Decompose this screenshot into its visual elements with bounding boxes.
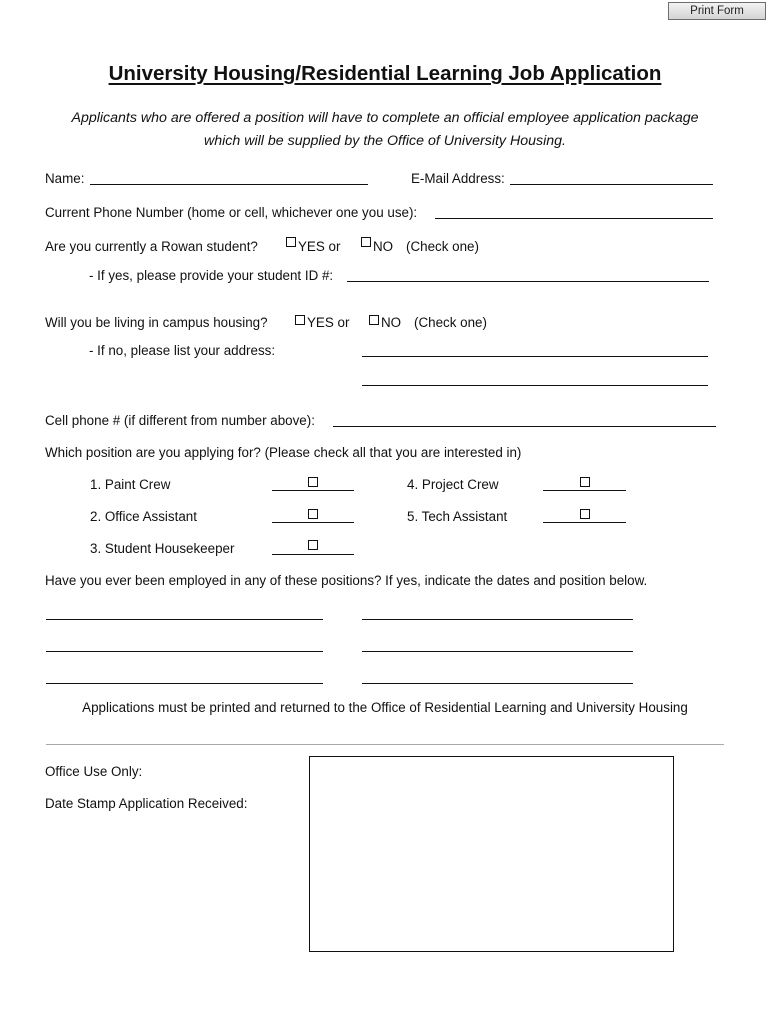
address-label: - If no, please list your address:: [89, 343, 276, 358]
housing-no-checkbox[interactable]: [369, 315, 379, 325]
position-office-assistant: 2. Office Assistant: [90, 509, 197, 524]
intro-line-2: which will be supplied by the Office of University Housing.: [204, 133, 566, 149]
cell-phone-label: Cell phone # (if different from number above):: [45, 413, 315, 428]
print-form-button[interactable]: Print Form: [668, 2, 766, 20]
page-title: University Housing/Residential Learning Job Application: [108, 62, 662, 85]
name-field[interactable]: [90, 184, 368, 185]
student-housekeeper-line: [272, 554, 354, 555]
cell-phone-field[interactable]: [333, 426, 716, 427]
housing-no-label: NO: [381, 315, 402, 330]
rowan-check-one: (Check one): [406, 239, 479, 254]
office-use-label: Office Use Only:: [45, 764, 143, 779]
position-paint-crew: 1. Paint Crew: [90, 477, 171, 492]
office-assistant-checkbox[interactable]: [308, 509, 318, 519]
paint-crew-checkbox[interactable]: [308, 477, 318, 487]
tech-assistant-line: [543, 522, 626, 523]
email-label: E-Mail Address:: [411, 171, 505, 186]
position-project-crew: 4. Project Crew: [407, 477, 499, 492]
rowan-no-checkbox[interactable]: [361, 237, 371, 247]
rowan-student-question: Are you currently a Rowan student?: [45, 239, 258, 254]
employment-dates-line-3[interactable]: [46, 683, 323, 684]
student-id-label: - If yes, please provide your student ID #:: [89, 268, 334, 283]
employed-question: Have you ever been employed in any of these positions? If yes, indicate the dates and position below.: [45, 573, 648, 588]
divider: [46, 744, 724, 745]
rowan-yes-label: YES or: [298, 239, 341, 254]
phone-field[interactable]: [435, 218, 713, 219]
employment-position-line-1[interactable]: [362, 619, 633, 620]
employment-position-line-2[interactable]: [362, 651, 633, 652]
position-tech-assistant: 5. Tech Assistant: [407, 509, 508, 524]
housing-check-one: (Check one): [414, 315, 487, 330]
phone-label: Current Phone Number (home or cell, whichever one you use):: [45, 205, 418, 220]
housing-yes-checkbox[interactable]: [295, 315, 305, 325]
date-stamp-label: Date Stamp Application Received:: [45, 796, 248, 811]
tech-assistant-checkbox[interactable]: [580, 509, 590, 519]
address-field-line-2[interactable]: [362, 385, 708, 386]
position-student-housekeeper: 3. Student Housekeeper: [90, 541, 235, 556]
intro-line-1: Applicants who are offered a position will have to complete an official employee application package: [71, 110, 699, 126]
address-field-line-1[interactable]: [362, 356, 708, 357]
project-crew-line: [543, 490, 626, 491]
email-field[interactable]: [510, 184, 713, 185]
student-housekeeper-checkbox[interactable]: [308, 540, 318, 550]
paint-crew-line: [272, 490, 354, 491]
employment-position-line-3[interactable]: [362, 683, 633, 684]
project-crew-checkbox[interactable]: [580, 477, 590, 487]
housing-question: Will you be living in campus housing?: [45, 315, 268, 330]
name-label: Name:: [45, 171, 85, 186]
office-assistant-line: [272, 522, 354, 523]
student-id-field[interactable]: [347, 281, 709, 282]
employment-dates-line-2[interactable]: [46, 651, 323, 652]
rowan-no-label: NO: [373, 239, 394, 254]
employment-dates-line-1[interactable]: [46, 619, 323, 620]
rowan-yes-checkbox[interactable]: [286, 237, 296, 247]
position-question: Which position are you applying for? (Please check all that you are interested in): [45, 445, 522, 460]
date-stamp-box: [309, 756, 674, 952]
housing-yes-label: YES or: [307, 315, 350, 330]
return-note: Applications must be printed and returned to the Office of Residential Learning and University Housing: [82, 700, 688, 715]
